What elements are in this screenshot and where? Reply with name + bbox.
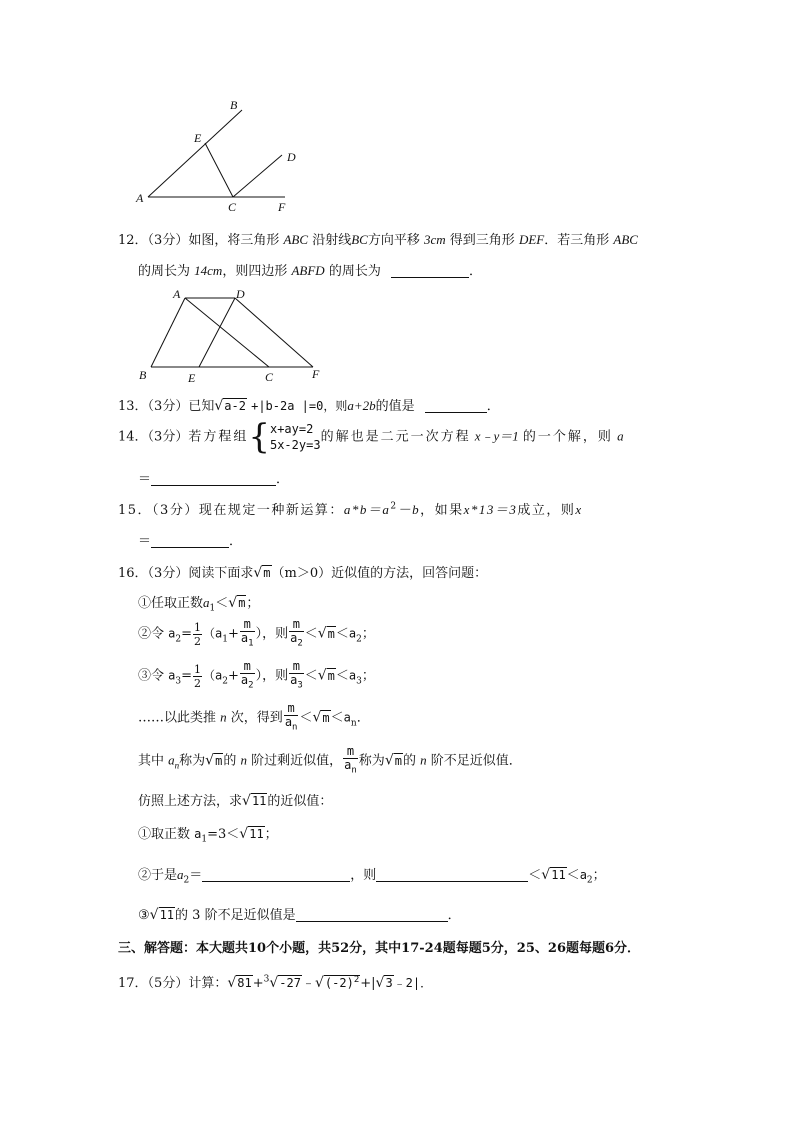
q17-text: 计算： <box>188 976 228 991</box>
q15-sup: 2 <box>390 501 398 512</box>
q16-a2-answer-blank[interactable] <box>202 867 350 882</box>
label-E: E <box>188 371 196 385</box>
den-a: a <box>284 715 293 729</box>
q12-abc: ABC <box>283 232 309 247</box>
den-a: a <box>290 673 298 687</box>
q16-eq: = <box>181 626 193 642</box>
frac-den <box>240 674 255 692</box>
q12-14cm: 14cm <box>194 263 223 278</box>
q16-s5-radicand2: m <box>394 753 402 768</box>
q16-s5-b: 称为 <box>179 753 206 769</box>
q14-var: a <box>617 428 624 444</box>
q16-s5-f: 的 <box>402 753 416 769</box>
label-F: F <box>278 200 286 214</box>
q13 <box>118 395 500 414</box>
den-sub: n <box>292 722 298 733</box>
q16-s5-n: n <box>240 752 247 768</box>
q15-mid: ，如果 <box>420 503 464 518</box>
q14-post: 的一个解，则 <box>522 429 613 445</box>
frac-den <box>284 716 299 734</box>
q16-s5-d: 阶过剩近似值， <box>251 753 343 769</box>
q16-lt6: ＜ <box>299 710 313 726</box>
half-den: 2 <box>194 676 202 690</box>
q14-line1 <box>118 417 624 457</box>
q14-eq1: x+ay=2 <box>269 422 314 436</box>
den-sub: 1 <box>248 638 254 649</box>
q16-m-over-a2 <box>289 618 304 650</box>
label-B: B <box>139 368 147 382</box>
q12-score: （3分） <box>147 233 189 248</box>
q12-def: DEF <box>518 232 545 247</box>
q13-text: 已知 <box>188 399 215 414</box>
q16-s1-text: ①任取正数 <box>138 596 204 611</box>
q17-plus: + <box>252 976 264 991</box>
q14-line2 <box>138 468 289 487</box>
q16-a2-sub: 2 <box>175 634 182 645</box>
q17-r3-wrap <box>324 975 360 990</box>
q16-s5-an-sub: n <box>174 760 180 771</box>
q12-period: ． <box>469 264 483 279</box>
q14-text: 若方程组 <box>188 429 249 445</box>
q17-r1: 81 <box>237 976 252 990</box>
q15-eqsign: ＝ <box>138 534 152 549</box>
q16-lt2: ＜ <box>304 626 318 642</box>
q12-answer-blank[interactable] <box>391 263 469 278</box>
q16-rp3: ），则 <box>255 668 289 684</box>
q16-s8-d2: ＜ <box>566 868 580 883</box>
q12-bc: BC <box>351 232 368 247</box>
frac-num: m <box>289 660 304 674</box>
q16-cond: （m＞0） <box>271 566 332 581</box>
q16-a3: a <box>168 668 176 683</box>
q16-s4-text: ……以此类推 <box>138 710 217 726</box>
q16-s5-frac <box>343 745 358 777</box>
q14-number: 14． <box>118 429 148 445</box>
cube-root-icon: √ <box>269 975 279 991</box>
q15-line1 <box>118 499 583 518</box>
q16-a2: a <box>168 626 176 641</box>
q12-text-b: 沿射线 <box>312 233 352 248</box>
q15-var: x <box>575 502 583 517</box>
sqrt-icon: √ <box>228 595 238 611</box>
q13-expr: a+2b <box>347 398 376 413</box>
q16-m-over-a2b <box>240 660 255 692</box>
q16-step1 <box>138 592 259 614</box>
q13-post: 的值是 <box>375 399 415 414</box>
q16-step4 <box>138 702 370 734</box>
q14-period: ． <box>276 472 290 487</box>
q16-s5-g: 阶不足近似值． <box>430 753 522 769</box>
q16-a3r-sub: 3 <box>356 676 362 687</box>
q16-s7-a1-sub: 1 <box>201 834 208 845</box>
sqrt-icon: √ <box>541 867 551 883</box>
den-a: a <box>344 758 352 772</box>
frac-num: m <box>343 745 358 759</box>
q16-score: （3分） <box>147 566 189 581</box>
q16-a3-sub: 3 <box>175 676 182 687</box>
q16-s8-text: ②于是 <box>138 868 178 883</box>
q16-s8-a2r: a <box>579 868 587 882</box>
q15-answer-blank[interactable] <box>151 533 229 548</box>
q16-semi3: ； <box>361 668 375 684</box>
q16-step5 <box>138 745 522 777</box>
q16-a1-sub: 1 <box>209 603 216 614</box>
label-A: A <box>136 191 144 205</box>
q16-a2r-sub: 2 <box>356 634 362 645</box>
q15-post: 成立，则 <box>517 503 576 518</box>
frac-num: m <box>240 618 255 632</box>
q16-s5-e: 称为 <box>358 753 385 769</box>
q16-s4-radicand: m <box>322 710 330 725</box>
q13-mid: +|b-2a |=0，则 <box>251 399 348 413</box>
q16-lt4: ＜ <box>304 668 318 684</box>
q13-radicand: a-2 <box>224 399 246 413</box>
q16-s6-b: 的近似值： <box>267 794 333 809</box>
q15-cond: x*13＝3 <box>463 502 518 517</box>
q16-step6 <box>138 790 332 809</box>
q17-r2: -27 <box>279 976 301 990</box>
q16-a3r: a <box>348 668 357 683</box>
q16-s8-a2: a <box>177 867 184 882</box>
q17-r4: 3 <box>385 976 393 990</box>
q16-m-over-a1 <box>240 618 255 650</box>
q16-a1s: 1 <box>222 634 228 645</box>
q17 <box>118 972 432 991</box>
frac-num: m <box>240 660 255 674</box>
q15-number: 15． <box>118 503 153 518</box>
q16-s9-radicand: 11 <box>159 908 175 922</box>
q16-post: 近似值的方法，回答问题： <box>331 566 488 581</box>
q17-r3-sup: 2 <box>353 975 360 985</box>
q17-minus: ﹣ <box>301 976 315 991</box>
q12-abfd: ABFD <box>291 263 325 278</box>
sqrt-icon: √ <box>227 975 237 991</box>
sqrt-icon: √ <box>242 793 251 809</box>
q16-step3 <box>138 660 375 692</box>
q17-cube-index: 3 <box>263 974 270 985</box>
q14-eq2: 5x-2y=3 <box>269 438 321 452</box>
q15-period: ． <box>229 534 243 549</box>
q16-s3-radicand: m <box>327 668 335 683</box>
q16-an: a <box>343 710 351 725</box>
q16-s2-radicand: m <box>327 626 335 641</box>
q16-s5-c: 的 <box>223 753 237 769</box>
figure-translated-triangles <box>135 285 325 385</box>
q12-number: 12． <box>118 233 148 248</box>
label-D: D <box>236 287 245 301</box>
q17-r3: (-2) <box>324 976 354 990</box>
q16-s7-a1: a <box>194 827 202 841</box>
q16-half3 <box>193 663 202 690</box>
half-num: 1 <box>194 620 202 634</box>
q16-rp: ），则 <box>255 626 289 642</box>
q12-text-d: 得到三角形 <box>449 233 515 248</box>
q15-score: （3分） <box>152 503 199 518</box>
sqrt-icon: √ <box>205 752 215 769</box>
q16-lp3: （a <box>203 668 223 683</box>
q16-radicand: m <box>263 566 271 580</box>
q16-dot: ． <box>356 710 370 726</box>
label-C: C <box>265 370 274 384</box>
q16-s8-b: ＝ <box>189 868 203 883</box>
label-A: A <box>173 287 181 301</box>
q17-number: 17． <box>118 976 148 991</box>
q16-a2s: 2 <box>222 676 228 687</box>
q16-lt7: ＜ <box>330 710 344 726</box>
q16-step2 <box>138 618 375 650</box>
q12-line2 <box>138 260 482 279</box>
sqrt-icon: √ <box>149 907 159 923</box>
frac-den <box>289 632 304 650</box>
frac-num: m <box>289 618 304 632</box>
q15-op2: －b <box>397 502 421 517</box>
q16-s9-end: ． <box>447 908 461 923</box>
sqrt-icon: √ <box>317 667 327 684</box>
half-den: 2 <box>194 634 202 648</box>
q16-lp: （a <box>203 626 223 641</box>
q13-score: （3分） <box>147 399 189 414</box>
q16-fraction-answer-blank[interactable] <box>376 867 528 882</box>
q16-s5-an: a <box>168 752 175 768</box>
q16-s8-a2r-sub: 2 <box>586 875 593 886</box>
den-sub: 3 <box>297 680 303 691</box>
q16-s1-end: ； <box>246 596 260 611</box>
q14-eq: x﹣y＝1 <box>474 428 519 444</box>
q16-step9 <box>138 904 461 923</box>
q16-s8-a2-sub: 2 <box>183 875 190 886</box>
q16-s1-radicand: m <box>238 596 246 610</box>
den-sub: 2 <box>297 638 303 649</box>
q16-lt: ＜ <box>215 596 229 611</box>
q16-a2r: a <box>348 626 357 641</box>
q16-intro <box>118 562 487 581</box>
den-a: a <box>240 631 249 645</box>
q16-s8-d: ＜ <box>528 868 542 883</box>
q16-step8 <box>138 864 606 886</box>
den-sub: 2 <box>248 680 254 691</box>
q16-step7 <box>138 823 278 845</box>
q16-s7-c: ； <box>264 827 278 842</box>
q12-text-e: ．若三角形 <box>544 233 610 248</box>
q15-line2 <box>138 530 242 549</box>
q16-plus: + <box>228 626 239 642</box>
sqrt-icon: √ <box>384 752 394 769</box>
frac-num: m <box>284 702 299 716</box>
den-sub: n <box>351 765 357 776</box>
q16-half <box>193 621 202 648</box>
q12-text-2b: ，则四边形 <box>222 264 288 279</box>
q16-s8-f: ； <box>592 868 606 883</box>
q16-s6-radicand: 11 <box>251 794 267 808</box>
q16-semi: ； <box>361 626 375 642</box>
q16-s5-radicand: m <box>215 753 223 768</box>
q16-s7-b: =3＜ <box>207 827 240 842</box>
q16-text: 阅读下面求 <box>188 566 254 581</box>
q16-s9-text: ③ <box>138 908 150 923</box>
q12-text-2c: 的周长为 <box>328 264 381 279</box>
q16-s7-radicand: 11 <box>249 827 264 841</box>
q16-s2-text: ②令 <box>138 626 165 642</box>
q16-eq3: = <box>181 668 193 684</box>
q12-abc2: ABC <box>613 232 638 247</box>
q16-a1: a <box>203 595 210 610</box>
den-a: a <box>290 631 298 645</box>
q15-op: a*b＝a <box>343 502 391 517</box>
sqrt-icon: √ <box>239 826 249 842</box>
frac-den <box>240 632 255 650</box>
q16-lt3: ＜ <box>335 626 349 642</box>
q13-number: 13． <box>118 399 148 414</box>
q16-s9-b: 的 3 阶不足近似值是 <box>175 908 296 923</box>
q16-s5-n2: n <box>420 752 427 768</box>
q16-lt5: ＜ <box>335 668 349 684</box>
q16-s3-text: ③令 <box>138 668 165 684</box>
section-three-heading: 三、解答题：本大题共10个小题，共52分，其中17-24题每题5分，25、26题每题6分． <box>118 941 641 956</box>
q16-m-over-a3 <box>289 660 304 692</box>
sqrt-icon: √ <box>375 975 385 991</box>
q15-text: 现在规定一种新运算： <box>198 503 344 518</box>
q16-an-sub: n <box>350 718 357 729</box>
q17-score: （5分） <box>147 976 189 991</box>
sqrt-icon: √ <box>314 975 324 991</box>
q14-mid: 的解也是二元一次方程 <box>320 429 471 445</box>
q12-text: 如图，将三角形 <box>188 233 280 248</box>
frac-den <box>343 759 358 777</box>
q16-3rd-answer-blank[interactable] <box>296 907 448 922</box>
sqrt-icon: √ <box>253 565 263 581</box>
q16-number: 16． <box>118 566 148 581</box>
q16-s7-text: ①取正数 <box>138 827 191 842</box>
q16-s5-text: 其中 <box>138 753 165 769</box>
q13-answer-blank[interactable] <box>425 398 487 413</box>
q14-eqsign: ＝ <box>138 472 152 487</box>
sqrt-icon: √ <box>317 625 327 642</box>
q16-m-over-an <box>284 702 299 734</box>
label-E: E <box>194 131 202 145</box>
q12-text-2a: 的周长为 <box>138 264 191 279</box>
q16-s8-c: ，则 <box>350 868 377 883</box>
q17-plus2: +| <box>360 976 376 991</box>
q14-answer-blank[interactable] <box>151 471 276 486</box>
label-C: C <box>228 200 237 214</box>
q16-s4-text-b: 次，得到 <box>230 710 283 726</box>
half-num: 1 <box>194 662 202 676</box>
q12-3cm: 3cm <box>423 232 446 247</box>
label-B: B <box>230 98 238 112</box>
sqrt-icon: √ <box>214 398 224 414</box>
figure-angle-lines <box>130 95 310 215</box>
q16-plus3: + <box>228 668 239 684</box>
q12-text-c: 方向平移 <box>367 233 420 248</box>
q12-line1 <box>118 229 638 248</box>
q14-system <box>270 421 321 453</box>
sqrt-icon: √ <box>312 709 322 726</box>
frac-den <box>289 674 304 692</box>
q17-tail: ﹣2|． <box>393 976 433 990</box>
brace-icon: { <box>248 417 270 457</box>
label-F: F <box>312 367 320 381</box>
q16-s8-radicand: 11 <box>551 868 566 882</box>
den-a: a <box>240 673 249 687</box>
label-D: D <box>287 150 296 164</box>
q13-period: ． <box>486 399 500 414</box>
q16-n: n <box>220 709 227 725</box>
q14-score: （3分） <box>147 429 189 445</box>
q16-s6-text: 仿照上述方法，求 <box>138 794 243 809</box>
